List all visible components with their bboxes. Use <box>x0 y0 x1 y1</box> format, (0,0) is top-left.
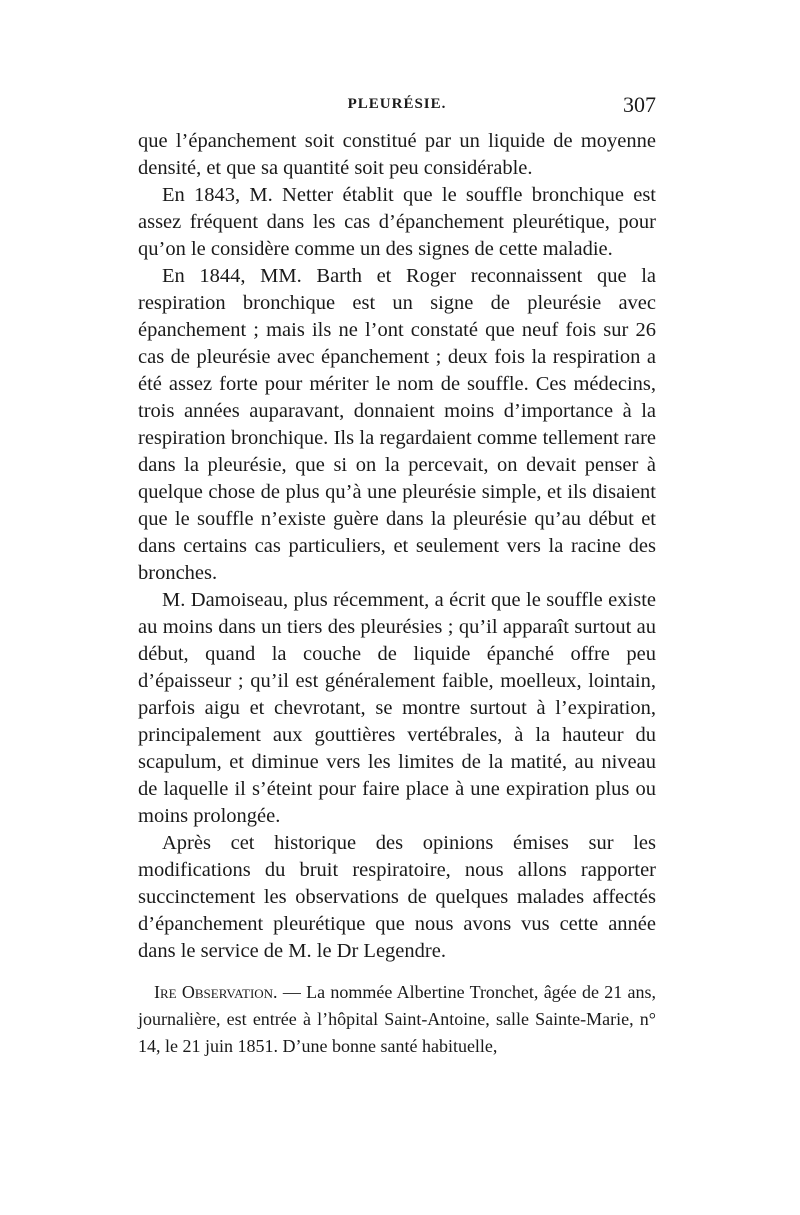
page-body <box>138 128 656 1078</box>
paragraph-netter: En 1843, M. Netter établit que le souffle bronchique est assez fréquent dans les cas d’épanchement pleurétique, pour qu’on le considère comme un des signes de cette maladie. <box>138 184 656 260</box>
paragraph-historique: Après cet historique des opinions émises sur les modifications du bruit respiratoire, nous allons rapporter succinctement les observations de quelques malades affectés d’épanchement pleurétique que nous avons vus cette année dans le service de M. le Dr Legendre. <box>138 832 656 962</box>
observation-text: La nommée Albertine Tronchet, âgée de 21 ans, journalière, est entrée à l’hôpital Saint-Antoine, salle Sainte-Marie, n° 14, le 21 juin 1851. D’une bonne santé habituelle, <box>138 982 656 1056</box>
paragraph-barth-roger: En 1844, MM. Barth et Roger reconnaissent que la respiration bronchique est un signe de pleurésie avec épanchement ; mais ils ne l’ont constaté que neuf fois sur 26 cas de pleurésie avec épanchement ; deux fois la respiration a été assez forte pour mériter le nom de souffle. Ces médecins, trois années auparavant, donnaient moins d’importance à la respiration bronchique. Ils la regardaient comme tellement rare dans la pleurésie, que si on la percevait, on devait penser à quelque chose de plus qu’à une pleurésie simple, et ils disaient que le souffle n’existe guère dans la pleurésie qu’au début et dans certains cas particuliers, et seulement vers la racine des bronches. <box>138 265 656 584</box>
page-number: 307 <box>623 92 656 117</box>
paragraph-continuation: que l’épanchement soit constitué par un liquide de moyenne densité, et que sa quantité soit peu considérable. <box>138 130 656 179</box>
running-title: PLEURÉSIE. <box>347 96 447 112</box>
observation-paragraph <box>138 979 656 1060</box>
paragraph-damoiseau: M. Damoiseau, plus récemment, a écrit que le souffle existe au moins dans un tiers des pleurésies ; qu’il apparaît surtout au début, quand la couche de liquide épanché offre peu d’épaisseur ; qu’il est généralement faible, moelleux, lointain, parfois aigu et chevrotant, se montre surtout à l’expiration, principalement aux gouttières vertébrales, à la hauteur du scapulum, et diminue vers les limites de la matité, au niveau de laquelle il s’éteint pour faire place à une expiration plus ou moins prolongée. <box>138 589 656 827</box>
page-header <box>138 92 656 122</box>
observation-heading: Ire Observation. — <box>154 982 301 1002</box>
